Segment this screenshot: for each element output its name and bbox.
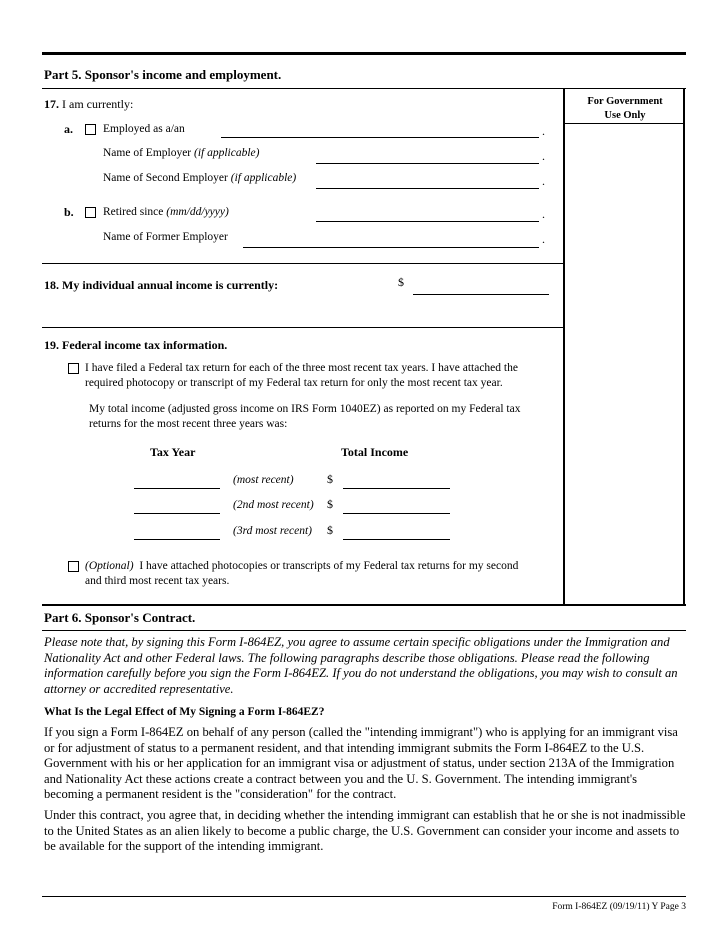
optional-line1 <box>85 559 518 573</box>
employer-note: (if applicable) <box>194 147 260 159</box>
filed-line2: required photocopy or transcript of my Federal tax return for only the most recent tax year. <box>85 377 503 389</box>
employer-label <box>103 146 259 160</box>
former-employer-label: Name of Former Employer <box>103 231 228 243</box>
retired-checkbox[interactable] <box>85 207 96 218</box>
row-label: (2nd most recent) <box>233 499 314 511</box>
total-income-line2: returns for the most recent three years was: <box>89 418 288 430</box>
q17-heading <box>44 97 133 112</box>
total-income-field[interactable] <box>343 488 450 489</box>
tax-year-field[interactable] <box>134 539 220 540</box>
period: . <box>542 207 545 221</box>
former-employer-field[interactable] <box>243 247 539 248</box>
row-dollar: $ <box>327 472 333 486</box>
optional-label: (Optional) <box>85 560 134 572</box>
employer-field[interactable] <box>316 163 539 164</box>
row-label: (3rd most recent) <box>233 525 312 537</box>
q17b-label: b. <box>64 205 74 219</box>
top-rule <box>42 52 686 55</box>
retired-date-field[interactable] <box>316 221 539 222</box>
total-income-field[interactable] <box>343 539 450 540</box>
tax-year-field[interactable] <box>134 513 220 514</box>
employed-checkbox[interactable] <box>85 124 96 135</box>
employed-label: Employed as a/an <box>103 123 185 135</box>
q18-dollar: $ <box>398 275 404 289</box>
q17-bottom-rule <box>42 263 563 264</box>
part6-intro: Please note that, by signing this Form I-864EZ, you agree to assume certain specific obligations under the Immigration and Nationality Act and other Federal laws. The following paragraphs describe those obligations. Please read the following information carefully before you sign the Form I-864EZ. If you do not understand the obligations, you may wish to consult an attorney or accredited representative. <box>44 635 678 696</box>
second-employer-label <box>103 171 296 185</box>
second-employer-label-text: Name of Second Employer <box>103 172 228 184</box>
q17-text: I am currently: <box>62 97 134 111</box>
gov-use-label: For Government Use Only <box>587 96 663 121</box>
q18-text: 18. My individual annual income is currently: <box>44 278 279 292</box>
q17a-label: a. <box>64 122 73 136</box>
row-dollar: $ <box>327 497 333 511</box>
legal-effect-heading: What Is the Legal Effect of My Signing a Form I-864EZ? <box>44 706 325 718</box>
filed-return-checkbox[interactable] <box>68 363 79 374</box>
annual-income-field[interactable] <box>413 294 549 295</box>
tax-year-field[interactable] <box>134 488 220 489</box>
filed-line1: I have filed a Federal tax return for each of the three most recent tax years. I have attached the <box>85 362 518 374</box>
gov-use-rule <box>563 123 685 124</box>
optional-line2: and third most recent tax years. <box>85 575 230 587</box>
employer-label-text: Name of Employer <box>103 147 192 159</box>
part6-title: Part 6. Sponsor's Contract. <box>44 610 196 625</box>
period: . <box>542 149 545 163</box>
q18-bottom-rule <box>42 327 563 328</box>
footer-rule <box>42 896 686 897</box>
legal-para2: Under this contract, you agree that, in deciding whether the intending immigrant can establish that he or she is not inadmissible to the United States as an alien likely to become a public charge, the U.S. Government can consider your income and assets to be available for the support of the intending immigrant. <box>44 808 686 853</box>
q19-title: 19. Federal income tax information. <box>44 338 228 352</box>
retired-label-text: Retired since <box>103 206 164 218</box>
part6-top-rule <box>42 604 686 606</box>
gov-use-column <box>563 88 685 605</box>
q17-number: 17. <box>44 97 59 111</box>
second-employer-field[interactable] <box>316 188 539 189</box>
period: . <box>542 124 545 138</box>
period: . <box>542 232 545 246</box>
row-dollar: $ <box>327 523 333 537</box>
total-income-header: Total Income <box>341 445 409 459</box>
tax-year-header: Tax Year <box>150 445 196 459</box>
period: . <box>542 174 545 188</box>
total-income-field[interactable] <box>343 513 450 514</box>
row-label: (most recent) <box>233 474 294 486</box>
retired-label <box>103 205 229 219</box>
retired-note: (mm/dd/yyyy) <box>166 206 229 218</box>
optional-text: I have attached photocopies or transcripts of my Federal tax returns for my second <box>139 560 519 572</box>
part5-title: Part 5. Sponsor's income and employment. <box>44 67 282 82</box>
second-employer-note: (if applicable) <box>230 172 297 184</box>
optional-checkbox[interactable] <box>68 561 79 572</box>
part6-title-rule <box>42 630 686 631</box>
total-income-line1: My total income (adjusted gross income on IRS Form 1040EZ) as reported on my Federal tax <box>89 403 521 415</box>
legal-para1: If you sign a Form I-864EZ on behalf of any person (called the "intending immigrant") who is applying for an immigrant visa or for adjustment of status to a permanent resident, and that intending immigrant submits the Form I-864EZ to the U.S. Government with his or her application for an immigrant visa or adjustment of status, under section 213A of the Immigration and Nationality Act these actions create a contract between you and the U. S. Government. The intending immigrant's becoming a permanent resident is the "consideration" for the contract. <box>44 725 678 801</box>
footer-text: Form I-864EZ (09/19/11) Y Page 3 <box>552 902 686 912</box>
employed-as-field[interactable] <box>221 137 539 138</box>
